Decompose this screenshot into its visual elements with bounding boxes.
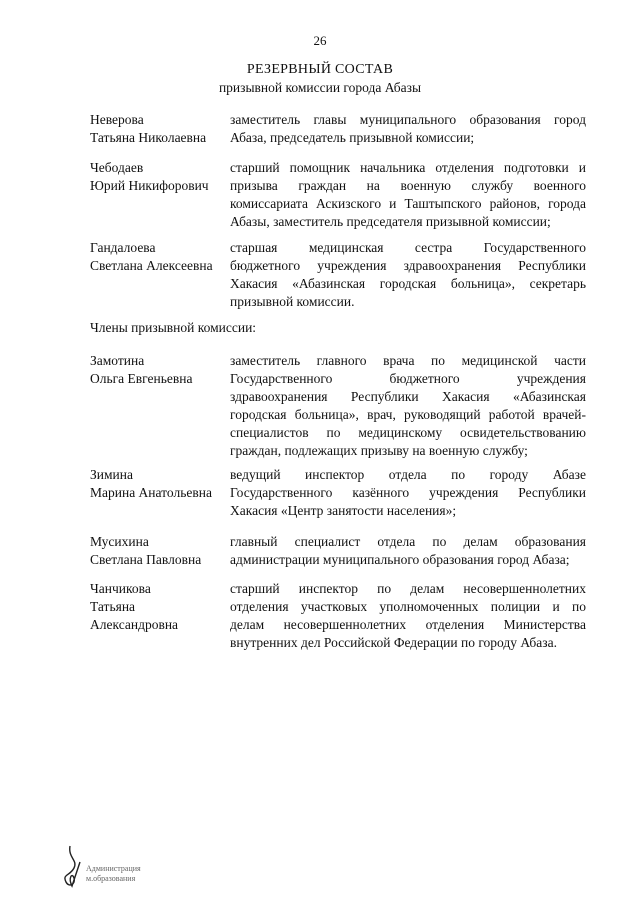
person-name: Неверова Татьяна Николаевна xyxy=(90,112,207,145)
person-role: старший помощник начальника отделения подготовки и призыва граждан на военную службу военного комиссариата Аскизского и Таштыпского районов, города Абазы, заместитель председателя призывной комиссии; xyxy=(230,160,586,229)
person-name: Зимина Марина Анатольевна xyxy=(90,467,212,500)
document-subtitle: призывной комиссии города Абазы xyxy=(218,80,422,95)
person-role: ведущий инспектор отдела по городу Абазе Государственного казённого учреждения Республики Хакасия «Центр занятости населения»; xyxy=(230,467,586,518)
document-title: РЕЗЕРВНЫЙ СОСТАВ xyxy=(246,62,394,77)
person-role: старший инспектор по делам несовершеннолетних отделения участковых уполномоченных полиции и по делам несовершеннолетних отделения Министерства внутренних дел Российской Федерации по городу Абаза. xyxy=(230,581,586,650)
person-name: Чебодаев Юрий Никифорович xyxy=(90,160,209,193)
person-name: Гандалоева Светлана Алексеевна xyxy=(90,240,213,273)
person-role: заместитель главы муниципального образования город Абаза, председатель призывной комиссии; xyxy=(230,112,586,145)
stamp-text: Администрация м.образования xyxy=(86,864,141,883)
person-name: Замотина Ольга Евгеньевна xyxy=(90,353,193,386)
person-role: главный специалист отдела по делам образования администрации муниципального образования город Абаза; xyxy=(230,534,586,567)
page-number: 26 xyxy=(313,33,327,48)
members-heading: Члены призывной комиссии: xyxy=(90,320,257,335)
person-name: Мусихина Светлана Павловна xyxy=(90,534,202,567)
person-role: заместитель главного врача по медицинской части Государственного бюджетного учреждения здравоохранения Республики Хакасия «Абазинская городская больница», врач, руководящий работой врачей- специалистов по медицинскому освидетельствованию граждан, подлежащих призыву на военную службу; xyxy=(230,353,586,458)
person-role: старшая медицинская сестра Государственного бюджетного учреждения здравоохранения Республики Хакасия «Абазинская городская больница», секретарь призывной комиссии. xyxy=(230,240,586,309)
person-name: Чанчикова Татьяна Александровна xyxy=(90,581,179,632)
